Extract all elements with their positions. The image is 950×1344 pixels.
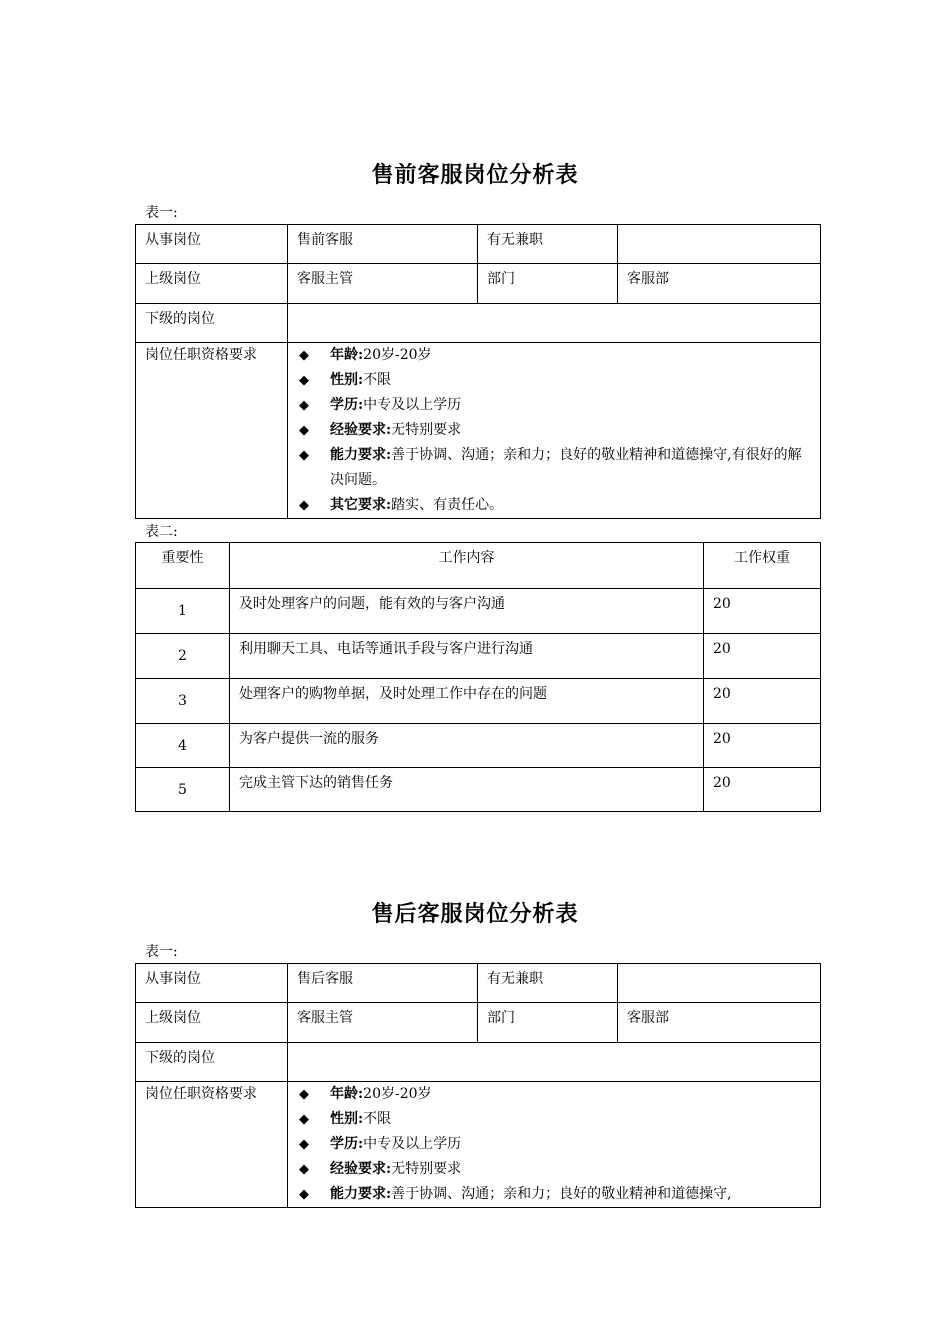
weight-cell: 20 (704, 634, 821, 679)
requirement-value: 20岁-20岁 (363, 347, 432, 363)
table-cell: 从事岗位 (136, 225, 288, 264)
table-header-row (136, 543, 821, 589)
table-cell (618, 964, 821, 1003)
requirement-value: 不限 (363, 1111, 392, 1127)
requirement-value: 中专及以上学历 (363, 397, 462, 413)
weight-cell: 20 (704, 589, 821, 634)
column-header: 工作内容 (230, 543, 704, 589)
requirements-label: 岗位任职资格要求 (136, 343, 288, 519)
requirement-label: 其它要求: (330, 497, 392, 513)
table-cell: 下级的岗位 (136, 304, 288, 343)
diamond-bullet-icon: ◆ (299, 373, 309, 388)
requirements-cell (288, 1082, 821, 1208)
diamond-bullet-icon: ◆ (299, 448, 309, 463)
column-header: 工作权重 (704, 543, 821, 589)
list-item (297, 368, 811, 393)
diamond-bullet-icon: ◆ (299, 398, 309, 413)
table-cell: 从事岗位 (136, 964, 288, 1003)
table-row (136, 304, 821, 343)
list-item (297, 493, 811, 518)
requirement-value: 无特别要求 (391, 1161, 462, 1177)
requirement-label: 能力要求: (330, 447, 392, 463)
page-title-aftersales: 售后客服岗位分析表 (371, 901, 579, 927)
importance-cell: 2 (136, 634, 230, 679)
requirement-value: 不限 (363, 372, 392, 388)
table-row (136, 225, 821, 264)
table-cell: 客服主管 (288, 1003, 478, 1043)
table-row (136, 768, 821, 812)
table-row (136, 1003, 821, 1043)
list-item (297, 393, 811, 418)
requirement-value: 善于协调、沟通；亲和力；良好的敬业精神和道德操守, (391, 1186, 732, 1202)
importance-cell: 1 (136, 589, 230, 634)
content-cell: 完成主管下达的销售任务 (230, 768, 704, 812)
diamond-bullet-icon: ◆ (299, 423, 309, 438)
table1-caption: 表一: (145, 944, 178, 960)
table-row (136, 1043, 821, 1082)
table1-caption: 表一: (145, 205, 178, 221)
job-info-table (135, 224, 821, 519)
weight-cell: 20 (704, 768, 821, 812)
job-duties-table (135, 542, 821, 812)
requirement-value: 20岁-20岁 (363, 1086, 432, 1102)
table-row (136, 343, 821, 519)
list-item (297, 418, 811, 443)
weight-cell: 20 (704, 724, 821, 768)
requirement-value: 踏实、有责任心。 (391, 497, 504, 513)
list-item (297, 1107, 811, 1132)
table-cell (618, 225, 821, 264)
requirement-label: 学历: (330, 397, 364, 413)
requirement-label: 能力要求: (330, 1186, 392, 1202)
table-row (136, 679, 821, 724)
requirements-list (297, 343, 811, 518)
requirement-label: 经验要求: (330, 1161, 392, 1177)
table-cell: 客服部 (618, 1003, 821, 1043)
column-header: 重要性 (136, 543, 230, 589)
table-row (136, 589, 821, 634)
table-cell: 上级岗位 (136, 264, 288, 304)
table-row (136, 1082, 821, 1208)
content-cell: 及时处理客户的问题，能有效的与客户沟通 (230, 589, 704, 634)
table-cell: 部门 (478, 1003, 618, 1043)
requirements-cell (288, 343, 821, 519)
table-row (136, 634, 821, 679)
table-cell (288, 1043, 821, 1082)
requirement-value: 中专及以上学历 (363, 1136, 462, 1152)
diamond-bullet-icon: ◆ (299, 498, 309, 513)
list-item (297, 1132, 811, 1157)
table-cell: 部门 (478, 264, 618, 304)
content-cell: 处理客户的购物单据，及时处理工作中存在的问题 (230, 679, 704, 724)
table-row (136, 264, 821, 304)
diamond-bullet-icon: ◆ (299, 1087, 309, 1102)
requirements-list (297, 1082, 811, 1207)
table-cell (288, 304, 821, 343)
list-item (297, 1157, 811, 1182)
requirement-label: 年龄: (330, 1086, 364, 1102)
table-cell: 上级岗位 (136, 1003, 288, 1043)
requirements-label: 岗位任职资格要求 (136, 1082, 288, 1208)
table-row (136, 964, 821, 1003)
importance-cell: 5 (136, 768, 230, 812)
table-cell: 售前客服 (288, 225, 478, 264)
requirement-value: 无特别要求 (391, 422, 462, 438)
requirement-label: 年龄: (330, 347, 364, 363)
requirement-label: 性别: (330, 372, 364, 388)
importance-cell: 3 (136, 679, 230, 724)
table-row (136, 724, 821, 768)
content-cell: 为客户提供一流的服务 (230, 724, 704, 768)
table-cell: 有无兼职 (478, 964, 618, 1003)
weight-cell: 20 (704, 679, 821, 724)
list-item (297, 1182, 811, 1207)
content-cell: 利用聊天工具、电话等通讯手段与客户进行沟通 (230, 634, 704, 679)
requirement-label: 学历: (330, 1136, 364, 1152)
diamond-bullet-icon: ◆ (299, 1137, 309, 1152)
requirement-value: 善于协调、沟通；亲和力；良好的敬业精神和道德操守,有很好的解决问题。 (330, 447, 802, 488)
diamond-bullet-icon: ◆ (299, 1112, 309, 1127)
table-cell: 客服部 (618, 264, 821, 304)
requirement-label: 性别: (330, 1111, 364, 1127)
table-cell: 下级的岗位 (136, 1043, 288, 1082)
diamond-bullet-icon: ◆ (299, 1187, 309, 1202)
table2-caption: 表二: (145, 524, 178, 540)
list-item (297, 443, 811, 493)
diamond-bullet-icon: ◆ (299, 1162, 309, 1177)
table-cell: 有无兼职 (478, 225, 618, 264)
importance-cell: 4 (136, 724, 230, 768)
diamond-bullet-icon: ◆ (299, 348, 309, 363)
table-cell: 客服主管 (288, 264, 478, 304)
table-cell: 售后客服 (288, 964, 478, 1003)
job-info-table (135, 963, 821, 1208)
list-item (297, 343, 811, 368)
page-title-presales: 售前客服岗位分析表 (371, 162, 579, 188)
requirement-label: 经验要求: (330, 422, 392, 438)
list-item (297, 1082, 811, 1107)
